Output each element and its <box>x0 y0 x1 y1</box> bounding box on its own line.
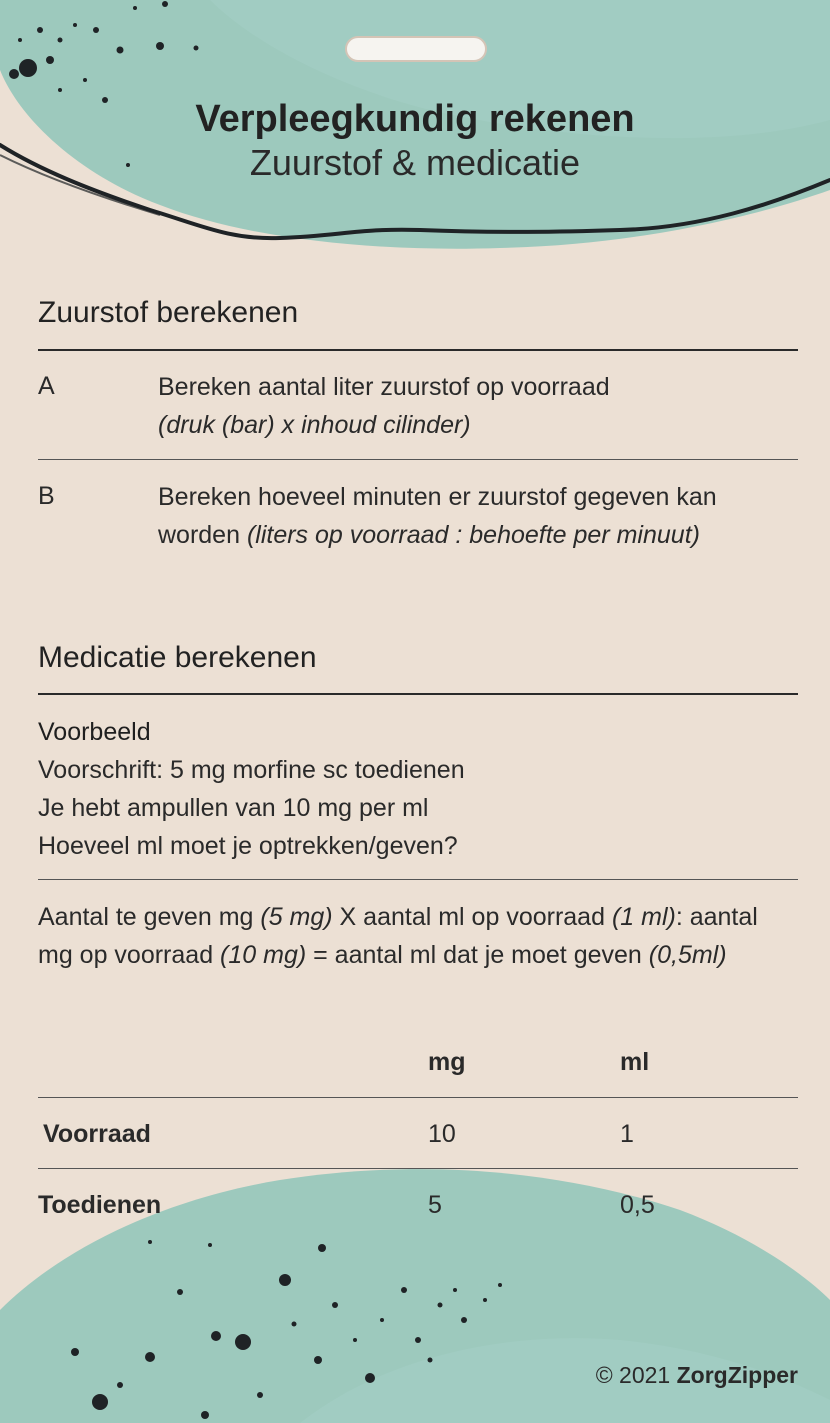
lanyard-slot <box>345 36 487 62</box>
table-cell-mg: 10 <box>428 1120 456 1148</box>
formula-part: = aantal ml dat je moet geven <box>306 941 649 969</box>
step-a-text <box>158 368 798 444</box>
oxygen-heading: Zuurstof berekenen <box>38 296 299 329</box>
formula-part: X aantal ml op voorraad <box>332 903 612 931</box>
step-a-description: Bereken aantal liter zuurstof op voorraad <box>158 373 610 401</box>
example-line: Je hebt ampullen van 10 mg per ml <box>38 794 429 822</box>
medication-divider <box>38 693 798 695</box>
step-b-letter: B <box>38 482 55 510</box>
copyright <box>596 1362 798 1389</box>
table-divider <box>38 1097 798 1098</box>
medication-heading: Medicatie berekenen <box>38 641 317 674</box>
formula-part: : aantal mg op voorraad <box>38 903 758 969</box>
brand-name: ZorgZipper <box>676 1362 798 1388</box>
table-cell-ml: 0,5 <box>620 1191 655 1219</box>
step-b-text <box>158 478 798 554</box>
step-b-description: Bereken hoeveel minuten er zuurstof gegeven kan worden <box>158 483 717 549</box>
formula-part: Aantal te geven mg <box>38 903 261 931</box>
table-row-label: Toedienen <box>38 1191 162 1219</box>
page-title: Verpleegkundig rekenen <box>195 98 635 140</box>
table-cell-ml: 1 <box>620 1120 634 1148</box>
table-header-ml: ml <box>620 1048 650 1076</box>
step-b-formula: (liters op voorraad : behoefte per minuut) <box>246 521 700 549</box>
formula-value: (0,5ml) <box>648 941 727 969</box>
formula-value: (1 ml) <box>611 903 676 931</box>
step-a-formula: (druk (bar) x inhoud cilinder) <box>158 411 471 439</box>
copyright-text: © 2021 <box>595 1362 671 1388</box>
medication-formula <box>38 898 798 974</box>
example-title: Voorbeeld <box>38 718 151 746</box>
step-divider <box>38 459 798 460</box>
oxygen-divider <box>38 349 798 351</box>
step-a-letter: A <box>38 372 55 400</box>
formula-value: (5 mg) <box>260 903 333 931</box>
table-cell-mg: 5 <box>428 1191 442 1219</box>
table-row-label: Voorraad <box>43 1120 151 1148</box>
example-block <box>38 713 798 865</box>
example-divider <box>38 879 798 880</box>
table-header-mg: mg <box>428 1048 466 1076</box>
example-line: Voorschrift: 5 mg morfine sc toedienen <box>38 756 465 784</box>
page-subtitle: Zuurstof & medicatie <box>249 142 581 183</box>
table-divider <box>38 1168 798 1169</box>
example-line: Hoeveel ml moet je optrekken/geven? <box>38 832 458 860</box>
formula-value: (10 mg) <box>220 941 307 969</box>
